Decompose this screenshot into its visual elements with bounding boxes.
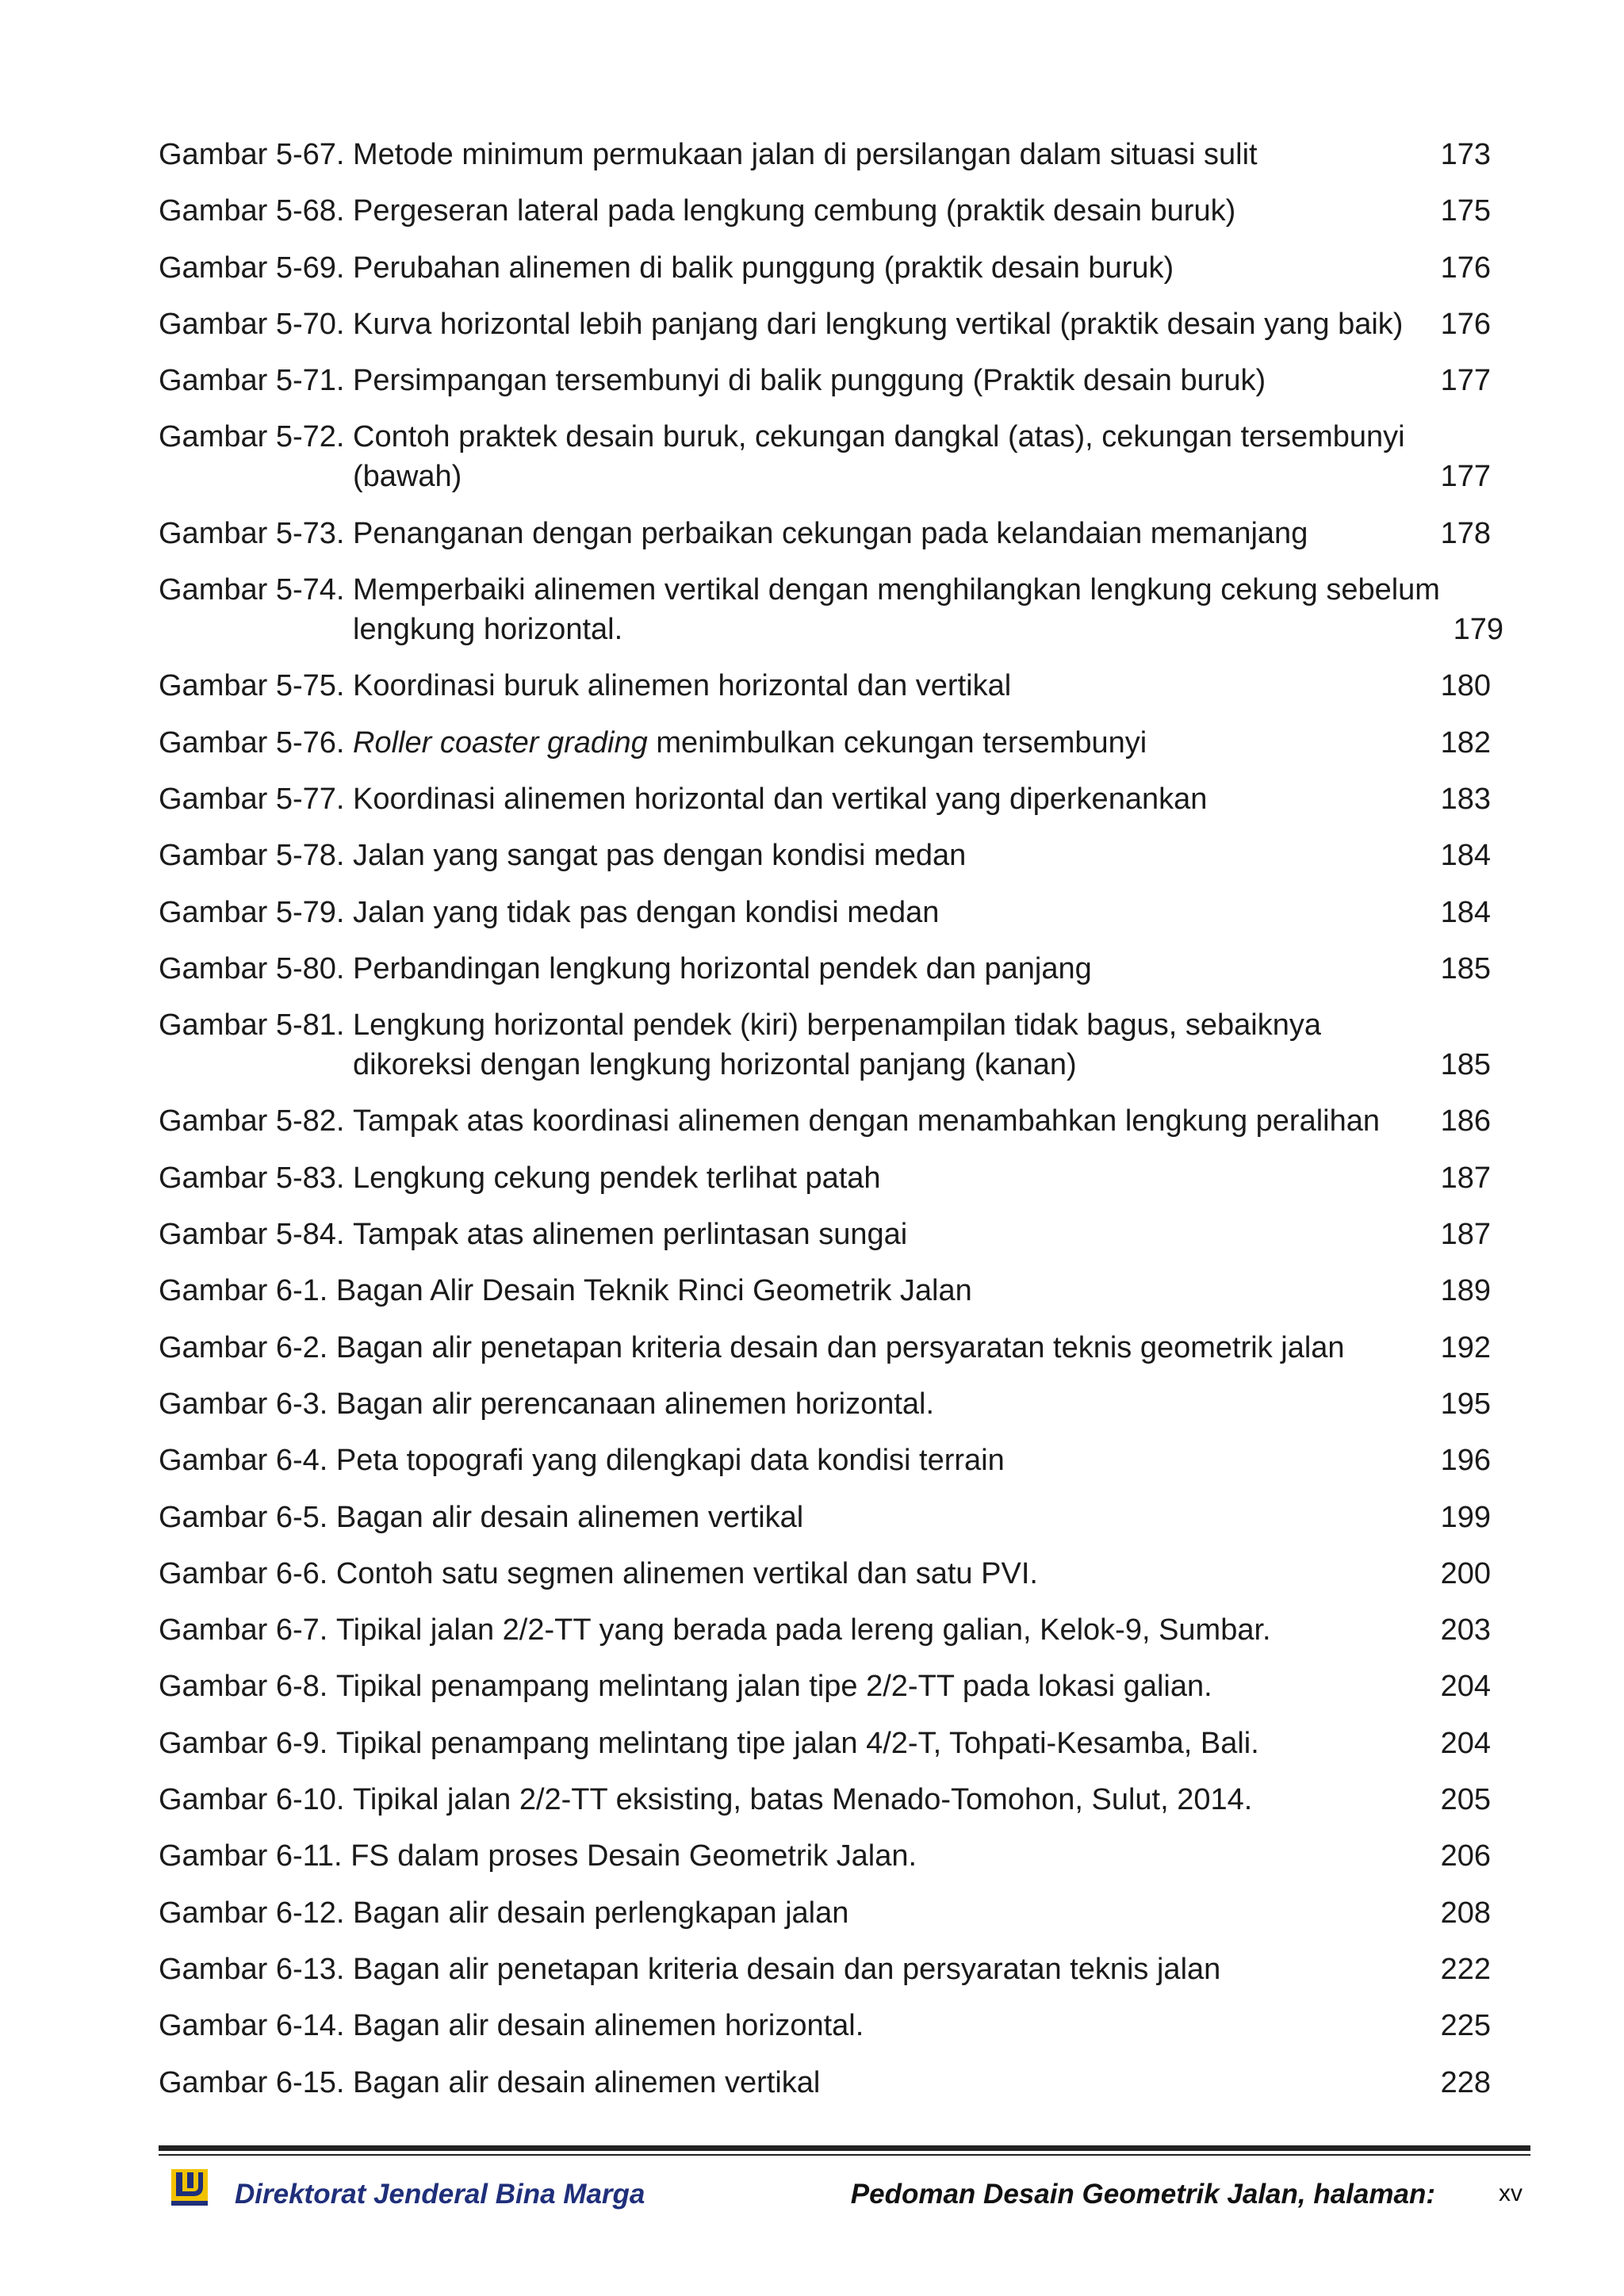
page-number: 184	[1440, 895, 1491, 929]
figure-label: Gambar 5-77.	[159, 782, 345, 816]
figure-label: Gambar 6-3.	[159, 1387, 328, 1421]
list-item	[159, 1554, 1491, 1594]
page-number: 199	[1440, 1500, 1491, 1534]
figure-label: Gambar 6-11.	[159, 1839, 343, 1873]
figure-label: Gambar 5-82.	[159, 1104, 345, 1138]
figure-label: Gambar 6-8.	[159, 1670, 328, 1704]
page-number: 179	[1453, 613, 1503, 647]
page-number: 204	[1440, 1670, 1491, 1704]
figure-title: Tipikal penampang melintang jalan tipe 2/2-TT pada lokasi galian.	[335, 1670, 1212, 1704]
figure-label: Gambar 6-4.	[159, 1444, 328, 1478]
figure-title: Tampak atas alinemen perlintasan sungai	[353, 1218, 908, 1252]
figure-title: Bagan alir penetapan kriteria desain dan persyaratan teknis geometrik jalan	[335, 1330, 1345, 1364]
page-number: 208	[1440, 1896, 1491, 1930]
figure-label: Gambar 5-75.	[159, 669, 345, 703]
figure-title: Bagan alir desain alinemen vertikal	[335, 1500, 804, 1534]
figure-label: Gambar 6-7.	[159, 1613, 328, 1647]
list-item	[159, 248, 1491, 288]
figure-title-italic: Roller coaster grading	[353, 725, 648, 760]
list-item	[159, 135, 1491, 174]
list-item	[159, 570, 1503, 649]
list-item	[159, 1101, 1491, 1141]
footer-divider-thin	[159, 2154, 1530, 2156]
page-number: 180	[1440, 669, 1491, 703]
list-item	[159, 1667, 1491, 1706]
list-item	[159, 1271, 1491, 1311]
figure-label: Gambar 6-10.	[159, 1783, 345, 1817]
figure-title: Contoh satu segmen alinemen vertikal dan satu PVI.	[335, 1556, 1038, 1590]
page-number: 177	[1440, 460, 1491, 494]
figure-title: Metode minimum permukaan jalan di persilangan dalam situasi sulit	[353, 138, 1258, 171]
figure-label: Gambar 5-72.	[159, 420, 345, 454]
list-item	[159, 191, 1491, 231]
list-item	[159, 2006, 1491, 2045]
page-number: 176	[1440, 307, 1491, 341]
figure-label: Gambar 5-73.	[159, 516, 345, 550]
page-number: 178	[1440, 516, 1491, 550]
page-number: 203	[1440, 1613, 1491, 1647]
figure-title-line1: Lengkung horizontal pendek (kiri) berpenampilan tidak bagus, sebaiknya	[353, 1008, 1322, 1043]
figure-label: Gambar 5-74.	[159, 573, 345, 607]
page-number: 185	[1440, 1048, 1491, 1082]
footer-page-number: xv	[1499, 2180, 1522, 2206]
list-item	[159, 1498, 1491, 1537]
figure-title-rest: menimbulkan cekungan tersembunyi	[647, 725, 1147, 760]
page-number: 222	[1440, 1952, 1491, 1986]
figure-title: Perbandingan lengkung horizontal pendek dan panjang	[353, 951, 1092, 985]
figure-title: Bagan alir desain alinemen horizontal.	[353, 2009, 864, 2043]
figure-title: Tampak atas koordinasi alinemen dengan menambahkan lengkung peralihan	[353, 1104, 1380, 1138]
figure-title: Bagan alir penetapan kriteria desain dan persyaratan teknis jalan	[353, 1952, 1221, 1986]
page-number: 184	[1440, 839, 1491, 873]
figure-title	[353, 1005, 1427, 1085]
figure-label: Gambar 5-81.	[159, 1008, 345, 1043]
figure-label: Gambar 5-71.	[159, 364, 345, 398]
list-item	[159, 1005, 1491, 1085]
figure-title-line2: lengkung horizontal.	[353, 613, 623, 647]
figure-label: Gambar 6-14.	[159, 2009, 345, 2043]
list-item	[159, 666, 1491, 706]
figure-label: Gambar 6-2.	[159, 1330, 328, 1364]
list-item	[159, 1836, 1491, 1876]
figure-title-line2: (bawah)	[353, 460, 462, 494]
page-number: 176	[1440, 251, 1491, 285]
page-number: 177	[1440, 364, 1491, 398]
figure-title: Perubahan alinemen di balik punggung (praktik desain buruk)	[353, 251, 1174, 285]
page-number: 182	[1440, 725, 1491, 760]
list-item	[159, 514, 1491, 553]
list-item	[159, 949, 1491, 989]
figure-title: Jalan yang sangat pas dengan kondisi medan	[353, 839, 967, 873]
page-number: 189	[1440, 1274, 1491, 1308]
list-item	[159, 1724, 1491, 1763]
figure-title: FS dalam proses Desain Geometrik Jalan.	[350, 1839, 917, 1873]
list-item	[159, 361, 1491, 400]
list-item	[159, 1893, 1491, 1933]
figure-title: Tipikal penampang melintang tipe jalan 4/2-T, Tohpati-Kesamba, Bali.	[335, 1726, 1259, 1760]
list-item	[159, 1384, 1491, 1424]
figure-title: Bagan alir desain alinemen vertikal	[353, 2065, 821, 2099]
page-number: 185	[1440, 951, 1491, 985]
figure-label: Gambar 6-1.	[159, 1274, 328, 1308]
figure-list	[159, 135, 1503, 2119]
figure-title-line1: Contoh praktek desain buruk, cekungan dangkal (atas), cekungan tersembunyi	[353, 420, 1405, 454]
list-item	[159, 779, 1491, 819]
page-number: 186	[1440, 1104, 1491, 1138]
pu-logo-icon	[171, 2169, 208, 2206]
figure-title: Jalan yang tidak pas dengan kondisi medan	[353, 895, 940, 929]
footer-organization: Direktorat Jenderal Bina Marga	[235, 2179, 645, 2210]
figure-title: Kurva horizontal lebih panjang dari lengkung vertikal (praktik desain yang baik)	[353, 307, 1404, 341]
list-item	[159, 836, 1491, 875]
figure-title: Peta topografi yang dilengkapi data kondisi terrain	[335, 1444, 1005, 1478]
figure-title: Koordinasi buruk alinemen horizontal dan vertikal	[353, 669, 1012, 703]
page-number: 200	[1440, 1556, 1491, 1590]
list-item	[159, 723, 1491, 763]
figure-title: Tipikal jalan 2/2-TT eksisting, batas Menado-Tomohon, Sulut, 2014.	[353, 1783, 1253, 1817]
list-item	[159, 1610, 1491, 1650]
list-item	[159, 893, 1491, 932]
figure-label: Gambar 5-69.	[159, 251, 345, 285]
figure-label: Gambar 6-5.	[159, 1500, 328, 1534]
figure-label: Gambar 5-70.	[159, 307, 345, 341]
figure-title: Tipikal jalan 2/2-TT yang berada pada lereng galian, Kelok-9, Sumbar.	[335, 1613, 1271, 1647]
figure-title: Bagan Alir Desain Teknik Rinci Geometrik Jalan	[335, 1274, 972, 1308]
figure-title: Koordinasi alinemen horizontal dan vertikal yang diperkenankan	[353, 782, 1208, 816]
list-item	[159, 1780, 1491, 1820]
figure-label: Gambar 5-76.	[159, 725, 345, 760]
page-number: 228	[1440, 2065, 1491, 2099]
figure-label: Gambar 5-78.	[159, 839, 345, 873]
figure-label: Gambar 6-9.	[159, 1726, 328, 1760]
figure-title	[353, 417, 1427, 496]
page-number: 192	[1440, 1330, 1491, 1364]
figure-label: Gambar 5-68.	[159, 194, 345, 228]
figure-label: Gambar 5-84.	[159, 1218, 345, 1252]
figure-title-line2: dikoreksi dengan lengkung horizontal panjang (kanan)	[353, 1048, 1077, 1082]
page-number: 187	[1440, 1161, 1491, 1195]
page-number: 205	[1440, 1783, 1491, 1817]
list-item	[159, 304, 1491, 344]
footer-divider	[159, 2145, 1530, 2151]
page-number: 196	[1440, 1444, 1491, 1478]
figure-label: Gambar 5-83.	[159, 1161, 345, 1195]
figure-label: Gambar 6-6.	[159, 1556, 328, 1590]
page-number: 187	[1440, 1218, 1491, 1252]
list-item	[159, 1158, 1491, 1198]
list-item	[159, 1328, 1491, 1368]
list-item	[159, 1950, 1491, 1989]
figure-label: Gambar 6-15.	[159, 2065, 345, 2099]
list-item	[159, 1441, 1491, 1480]
page-number: 204	[1440, 1726, 1491, 1760]
figure-label: Gambar 6-12.	[159, 1896, 345, 1930]
list-item	[159, 1215, 1491, 1254]
page-number: 225	[1440, 2009, 1491, 2043]
figure-title	[353, 570, 1440, 649]
page-number: 175	[1440, 194, 1491, 228]
page-number: 183	[1440, 782, 1491, 816]
figure-title: Persimpangan tersembunyi di balik punggung (Praktik desain buruk)	[353, 364, 1266, 398]
page-footer	[159, 2163, 1530, 2218]
list-item	[159, 417, 1491, 496]
page-number: 173	[1440, 138, 1491, 171]
figure-title: Penanganan dengan perbaikan cekungan pada kelandaian memanjang	[353, 516, 1308, 550]
page-number: 206	[1440, 1839, 1491, 1873]
figure-title	[353, 723, 1427, 763]
figure-title: Bagan alir desain perlengkapan jalan	[353, 1896, 849, 1930]
figure-title: Bagan alir perencanaan alinemen horizontal.	[335, 1387, 935, 1421]
figure-title: Lengkung cekung pendek terlihat patah	[353, 1161, 881, 1195]
page-number: 195	[1440, 1387, 1491, 1421]
figure-label: Gambar 5-79.	[159, 895, 345, 929]
figure-title-line1: Memperbaiki alinemen vertikal dengan menghilangkan lengkung cekung sebelum	[353, 573, 1440, 607]
figure-label: Gambar 6-13.	[159, 1952, 345, 1986]
list-item	[159, 2063, 1491, 2103]
figure-title: Pergeseran lateral pada lengkung cembung (praktik desain buruk)	[353, 194, 1236, 228]
footer-document-title: Pedoman Desain Geometrik Jalan, halaman:	[850, 2179, 1435, 2210]
figure-label: Gambar 5-80.	[159, 951, 345, 985]
figure-label: Gambar 5-67.	[159, 138, 345, 171]
